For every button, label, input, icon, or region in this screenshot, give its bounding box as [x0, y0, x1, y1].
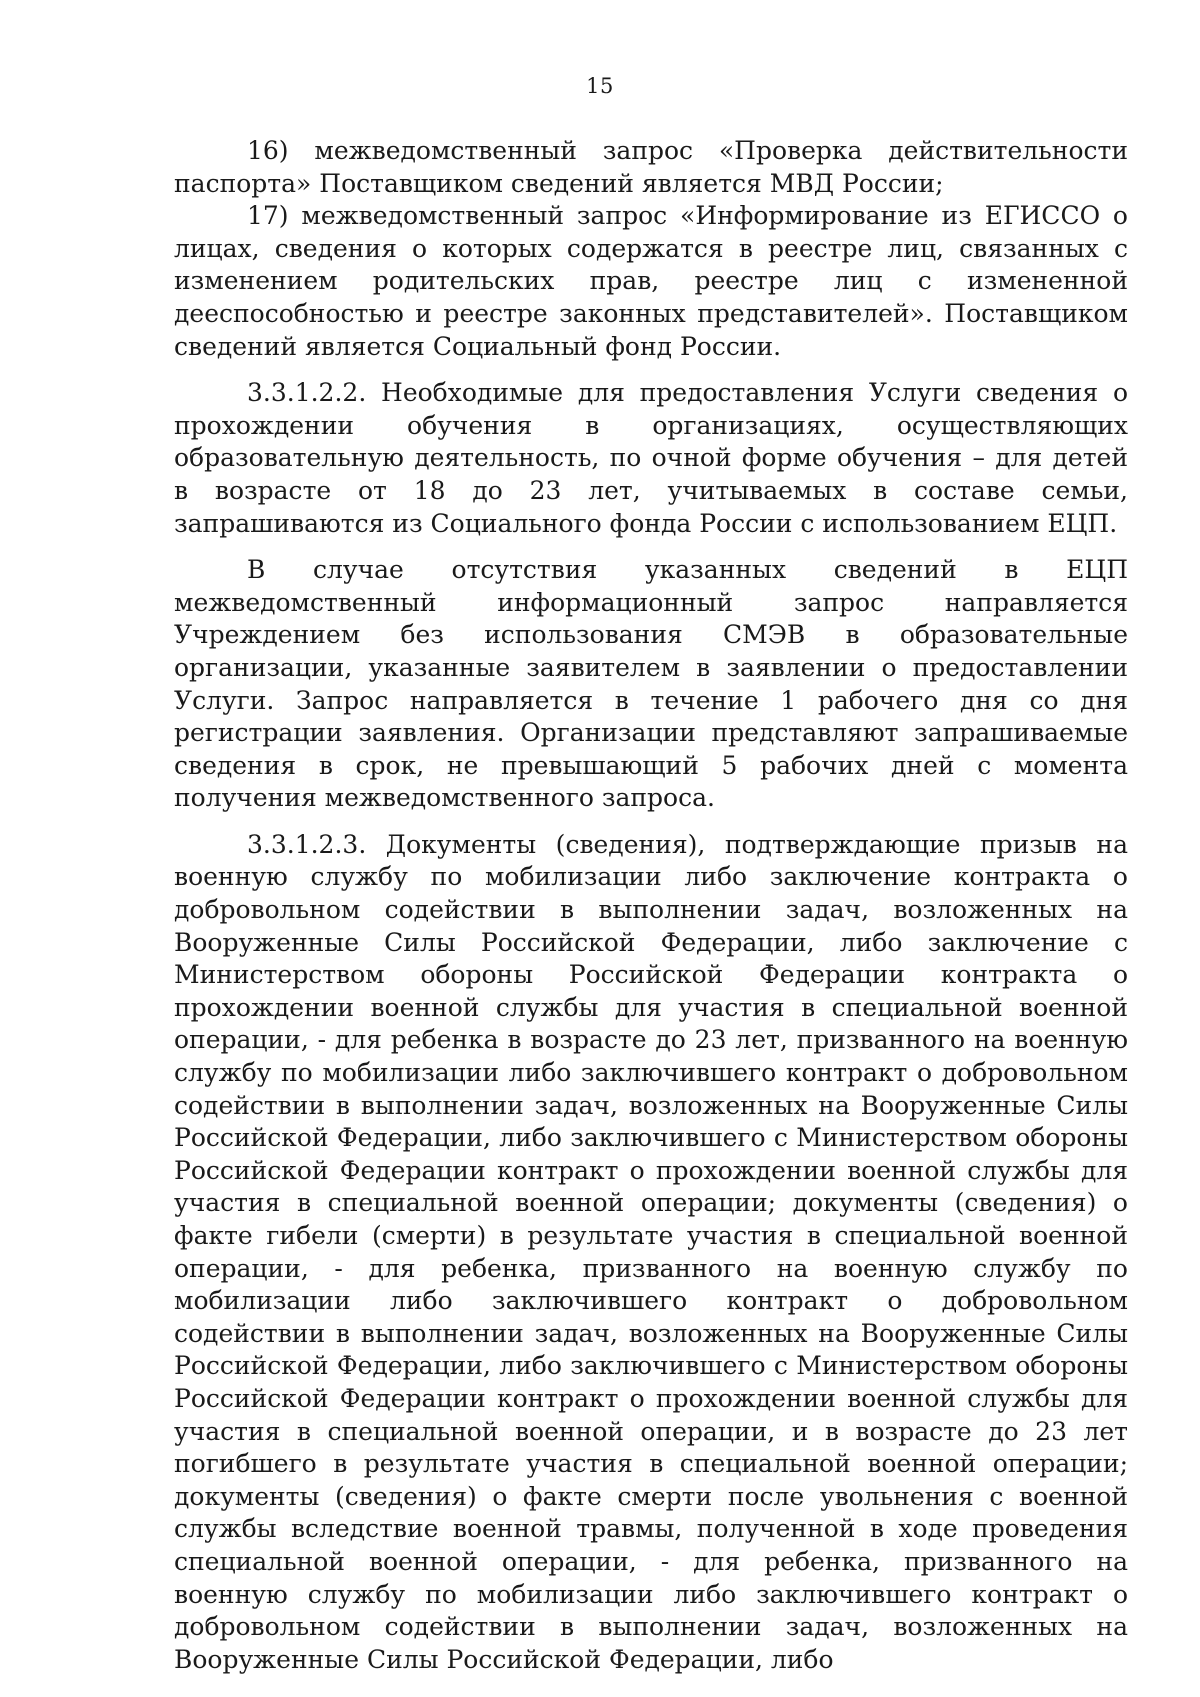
paragraph-item-17: 17) межведомственный запрос «Информирование из ЕГИССО о лицах, сведения о которых содержатся в реестре лиц, связанных с изменением родительских прав, реестре лиц с измененной дееспособностью и реестре законных представителей». Поставщиком сведений является Социальный фонд России. [174, 201, 1128, 361]
page-number: 15 [586, 74, 614, 98]
paragraph-ecp-absence: В случае отсутствия указанных сведений в ЕЦП межведомственный информационный запрос направляется Учреждением без использования СМЭВ в образовательные организации, указанные заявителем в заявлении о предоставлении Услуги. Запрос направляется в течение 1 рабочего дня со дня регистрации заявления. Организации представляют запрашиваемые сведения в срок, не превышающий 5 рабочих дней с момента получения межведомственного запроса. [174, 555, 1128, 813]
paragraph-section-3-3-1-2-3: 3.3.1.2.3. Документы (сведения), подтверждающие призыв на военную службу по мобилизации либо заключение контракта о добровольном содействии в выполнении задач, возложенных на Вооруженные Силы Российской Федерации, либо заключение с Министерством обороны Российской Федерации контракта о прохождении военной службы для участия в специальной военной операции, - для ребенка в возрасте до 23 лет, призванного на военную службу по мобилизации либо заключившего контракт о добровольном содействии в выполнении задач, возложенных на Вооруженные Силы Российской Федерации, либо заключившего с Министерством обороны Российской Федерации контракт о прохождении военной службы для участия в специальной военной операции; документы (сведения) о факте гибели (смерти) в результате участия в специальной военной операции, - для ребенка, призванного на военную службу по мобилизации либо заключившего контракт о добровольном содействии в выполнении задач, возложенных на Вооруженные Силы Российской Федерации, либо заключившего с Министерством обороны Российской Федерации контракт о прохождении военной службы для участия в специальной военной операции, и в возрасте до 23 лет погибшего в результате участия в специальной военной операции; документы (сведения) о факте смерти после увольнения с военной службы вследствие военной травмы, полученной в ходе проведения специальной военной операции, - для ребенка, призванного на военную службу по мобилизации либо заключившего контракт о добровольном содействии в выполнении задач, возложенных на Вооруженные Силы Российской Федерации, либо [174, 829, 1128, 1674]
paragraph-section-3-3-1-2-2: 3.3.1.2.2. Необходимые для предоставления Услуги сведения о прохождении обучения в организациях, осуществляющих образовательную деятельность, по очной форме обучения – для детей в возрасте от 18 до 23 лет, учитываемых в составе семьи, запрашиваются из Социального фонда России с использованием ЕЦП. [174, 378, 1128, 538]
paragraph-item-16: 16) межведомственный запрос «Проверка действительности паспорта» Поставщиком сведений является МВД России; [174, 136, 1128, 198]
document-body [174, 135, 1128, 1676]
